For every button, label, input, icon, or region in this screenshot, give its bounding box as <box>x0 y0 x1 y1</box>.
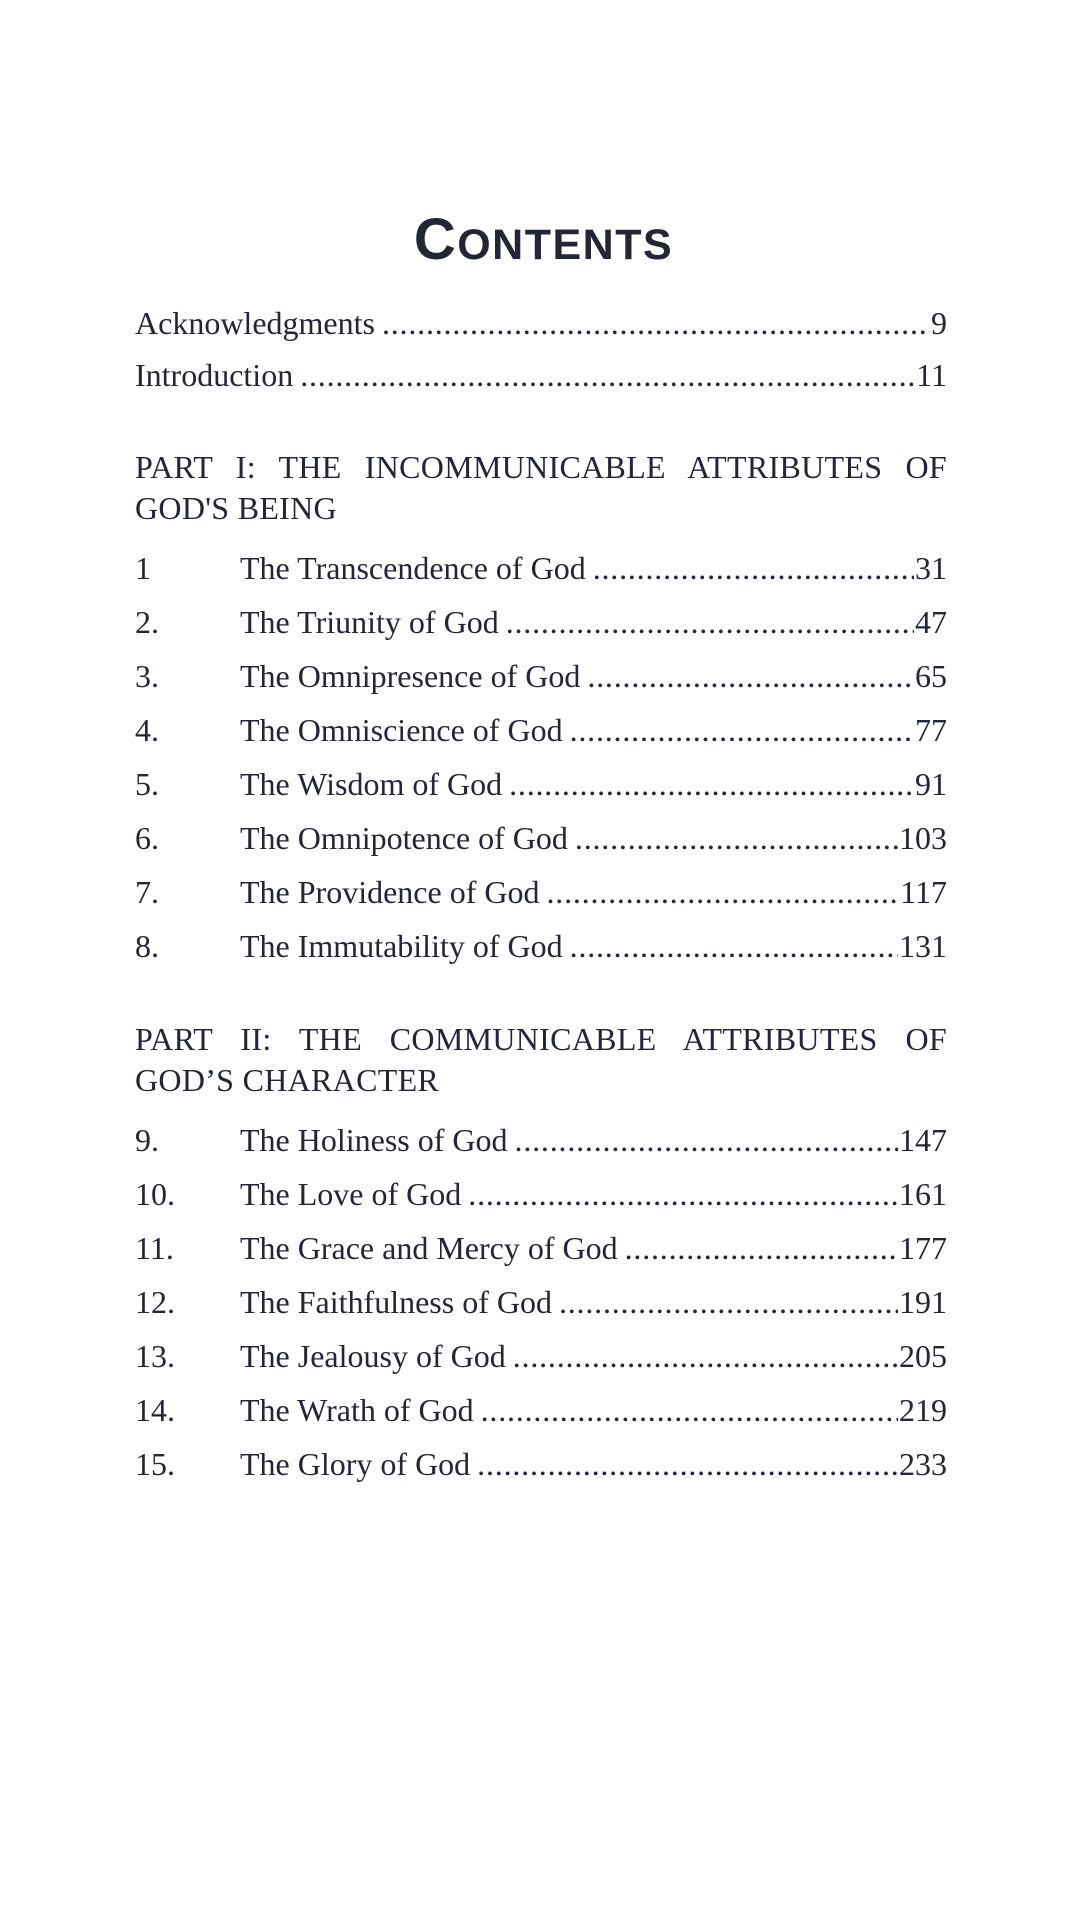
toc-entry-number: 1 <box>135 549 151 586</box>
toc-entry-label: Acknowledgments <box>135 304 375 341</box>
toc-entry-number: 7. <box>135 873 159 910</box>
dot-leader <box>563 919 898 973</box>
toc-entry <box>135 1329 947 1383</box>
toc-entry-number: 15. <box>135 1445 175 1482</box>
toc-entry-label: The Transcendence of God <box>240 549 586 586</box>
toc-entry-label: The Immutability of God <box>240 927 563 964</box>
toc-entry-page: 205 <box>899 1337 947 1374</box>
toc-entry <box>135 1437 947 1491</box>
toc-entry-number: 3. <box>135 657 159 694</box>
toc-entry <box>135 1275 947 1329</box>
page-title <box>0 208 1087 272</box>
toc-entry-label: The Jealousy of God <box>240 1337 506 1374</box>
chapter-list <box>135 541 947 973</box>
dot-leader <box>470 1437 898 1491</box>
toc-entry <box>135 811 947 865</box>
toc-entry-label: The Faithfulness of God <box>240 1283 552 1320</box>
toc-section <box>135 1019 947 1491</box>
toc-entry-label: The Providence of God <box>240 873 540 910</box>
toc-entry-page: 9 <box>931 304 947 341</box>
dot-leader <box>586 541 914 595</box>
dot-leader <box>539 865 899 919</box>
dot-leader <box>568 811 898 865</box>
part-heading <box>135 447 947 529</box>
toc-entry-page: 65 <box>915 657 947 694</box>
front-matter-list <box>135 297 947 401</box>
toc-section <box>135 447 947 973</box>
page-title-rest: ONTENTS <box>457 221 674 269</box>
page-title-initial: C <box>413 207 458 272</box>
dot-leader <box>508 1113 898 1167</box>
dot-leader <box>580 649 914 703</box>
toc-entry-label: The Wrath of God <box>240 1391 474 1428</box>
toc-entry-label: The Omniscience of God <box>240 711 563 748</box>
part-heading-line2: GOD'S BEING <box>135 489 337 526</box>
part-heading-line2: GOD’S CHARACTER <box>135 1061 440 1098</box>
chapter-list <box>135 1113 947 1491</box>
toc-entry-label: Introduction <box>135 356 294 393</box>
toc-entry <box>135 919 947 973</box>
dot-leader <box>474 1383 898 1437</box>
toc-entry-number: 2. <box>135 603 159 640</box>
toc-entry <box>135 703 947 757</box>
dot-leader <box>506 1329 898 1383</box>
toc-entry-page: 31 <box>915 549 947 586</box>
toc-entry-number: 6. <box>135 819 159 856</box>
dot-leader <box>618 1221 898 1275</box>
table-of-contents <box>135 297 947 1491</box>
book-contents-page <box>0 208 1087 1909</box>
toc-entry-page: 77 <box>915 711 947 748</box>
dot-leader <box>563 703 914 757</box>
toc-entry-number: 11. <box>135 1229 174 1266</box>
toc-entry-number: 4. <box>135 711 159 748</box>
toc-entry-number: 14. <box>135 1391 175 1428</box>
toc-entry <box>135 865 947 919</box>
dot-leader <box>375 297 930 349</box>
toc-entry <box>135 297 947 349</box>
toc-entry-label: The Love of God <box>240 1175 462 1212</box>
toc-entry-page: 177 <box>899 1229 947 1266</box>
toc-entry-label: The Wisdom of God <box>240 765 503 802</box>
dot-leader <box>552 1275 898 1329</box>
toc-entry-number: 12. <box>135 1283 175 1320</box>
toc-entry-page: 11 <box>916 356 947 393</box>
toc-entry <box>135 649 947 703</box>
toc-entry-label: The Omnipotence of God <box>240 819 568 856</box>
toc-entry-page: 191 <box>899 1283 947 1320</box>
toc-entry-page: 131 <box>899 927 947 964</box>
toc-entry-page: 147 <box>899 1121 947 1158</box>
sections-list <box>135 447 947 1491</box>
toc-entry <box>135 1167 947 1221</box>
part-heading-line1: PART II: THE COMMUNICABLE ATTRIBUTES OF <box>135 1020 947 1057</box>
part-heading <box>135 1019 947 1101</box>
toc-entry <box>135 349 947 401</box>
toc-entry <box>135 595 947 649</box>
dot-leader <box>461 1167 898 1221</box>
toc-entry-number: 13. <box>135 1337 175 1374</box>
dot-leader <box>293 349 915 401</box>
toc-entry-label: The Triunity of God <box>240 603 499 640</box>
toc-entry-label: The Holiness of God <box>240 1121 508 1158</box>
toc-entry <box>135 1383 947 1437</box>
toc-entry-label: The Glory of God <box>240 1445 471 1482</box>
toc-entry-label: The Omnipresence of God <box>240 657 581 694</box>
toc-entry-label: The Grace and Mercy of God <box>240 1229 618 1266</box>
toc-entry-number: 10. <box>135 1175 175 1212</box>
toc-entry <box>135 1221 947 1275</box>
toc-entry-number: 5. <box>135 765 159 802</box>
toc-entry-page: 161 <box>899 1175 947 1212</box>
dot-leader <box>502 757 914 811</box>
dot-leader <box>499 595 914 649</box>
toc-entry <box>135 1113 947 1167</box>
toc-entry-page: 219 <box>899 1391 947 1428</box>
toc-entry-page: 103 <box>899 819 947 856</box>
toc-entry-page: 233 <box>899 1445 947 1482</box>
toc-entry <box>135 757 947 811</box>
toc-entry-page: 117 <box>900 873 947 910</box>
toc-entry <box>135 541 947 595</box>
toc-entry-page: 47 <box>915 603 947 640</box>
toc-entry-number: 8. <box>135 927 159 964</box>
toc-entry-number: 9. <box>135 1121 159 1158</box>
part-heading-line1: PART I: THE INCOMMUNICABLE ATTRIBUTES OF <box>135 448 947 485</box>
toc-entry-page: 91 <box>915 765 947 802</box>
